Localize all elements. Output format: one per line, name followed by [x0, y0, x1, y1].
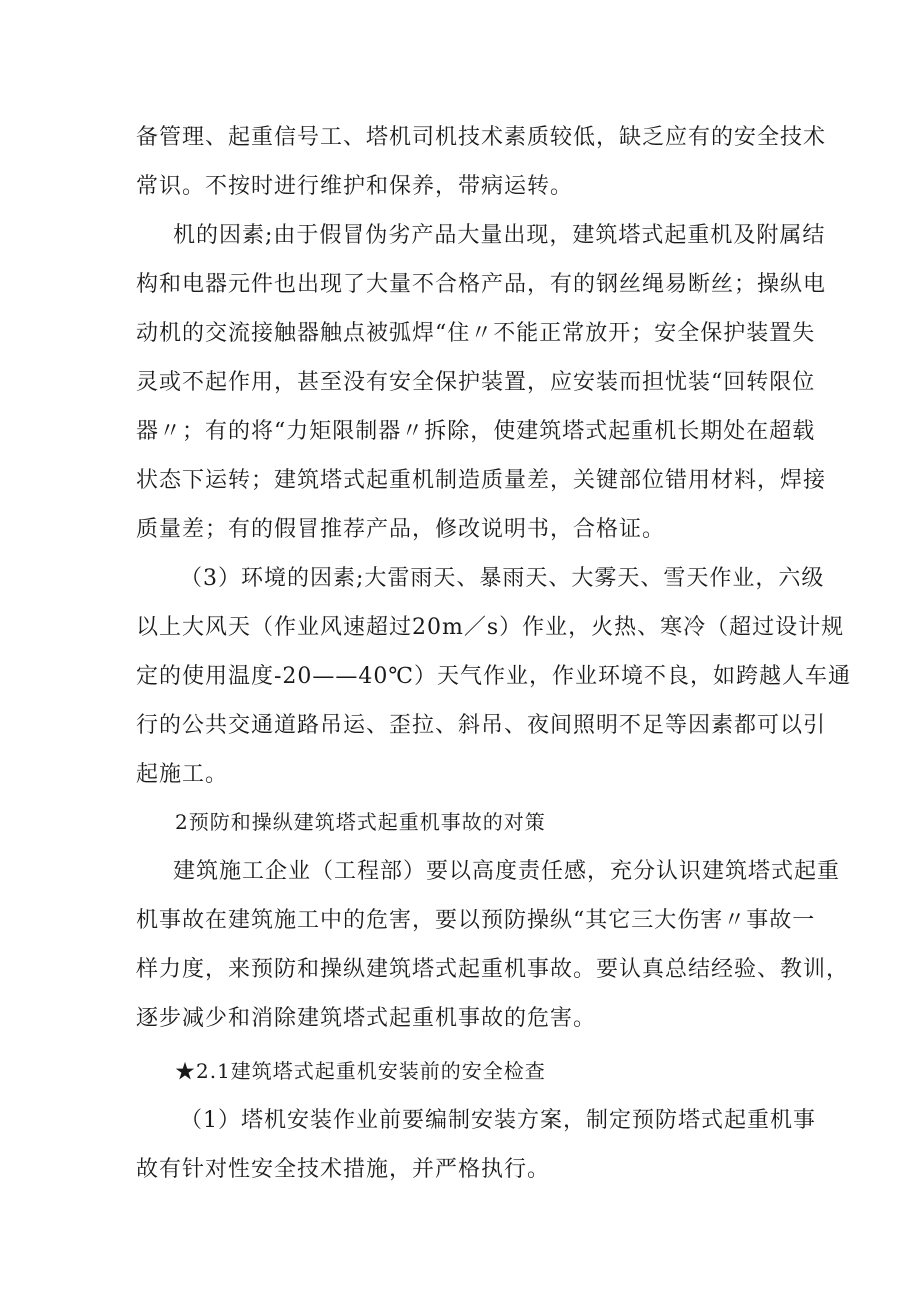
subsection-heading: ★2.1建筑塔式起重机安装前的安全检查 [175, 1059, 546, 1083]
body-text-line: 器〃；有的将“力矩限制器〃拆除，使建筑塔式起重机长期处在超载 [136, 419, 816, 444]
paragraph-first-line: 建筑施工企业（工程部）要以高度责任感，充分认识建筑塔式起重 [173, 859, 841, 884]
body-text-line: 动机的交流接触器触点被弧焊“住〃不能正常放开；安全保护装置失 [136, 321, 816, 346]
body-text-line: 逐步减少和消除建筑塔式起重机事故的危害。 [136, 1006, 597, 1031]
body-text-line: 行的公共交通道路吊运、歪拉、斜吊、夜间照明不足等因素都可以引 [136, 713, 827, 738]
body-text-line: 备管理、起重信号工、塔机司机技术素质较低，缺乏应有的安全技术 [136, 125, 827, 150]
paragraph-first-line: （3）环境的因素;大雷雨天、暴雨天、大雾天、雪天作业，六级 [180, 566, 825, 591]
body-text-line: 定的使用温度-20——40℃）天气作业，作业环境不良，如跨越人车通 [136, 664, 852, 689]
paragraph-first-line: （1）塔机安装作业前要编制安装方案，制定预防塔式起重机事 [180, 1108, 816, 1133]
paragraph-first-line: 机的因素;由于假冒伪劣产品大量出现，建筑塔式起重机及附属结 [173, 223, 826, 248]
body-text-line: 故有针对性安全技术措施，并严格执行。 [136, 1157, 551, 1182]
body-text-line: 以上大风天（作业风速超过20m／s）作业，火热、寒冷（超过设计规 [136, 615, 845, 640]
body-text-line: 常识。不按时进行维护和保养，带病运转。 [136, 174, 574, 199]
body-text-line: 起施工。 [136, 762, 229, 787]
body-text-line: 构和电器元件也出现了大量不合格产品，有的钢丝绳易断丝；操纵电 [136, 272, 827, 297]
body-text-line: 状态下运转；建筑塔式起重机制造质量差，关键部位错用材料，焊接 [136, 468, 827, 493]
body-text-line: 质量差；有的假冒推荐产品，修改说明书，合格证。 [136, 517, 666, 542]
body-text-line: 样力度，来预防和操纵建筑塔式起重机事故。要认真总结经验、教训， [136, 957, 850, 982]
section-heading: 2预防和操纵建筑塔式起重机事故的对策 [175, 810, 546, 834]
body-text-line: 机事故在建筑施工中的危害，要以预防操纵“其它三大伤害〃事故一 [136, 908, 816, 933]
body-text-line: 灵或不起作用，甚至没有安全保护装置，应安装而担忧装“回转限位 [136, 370, 816, 395]
